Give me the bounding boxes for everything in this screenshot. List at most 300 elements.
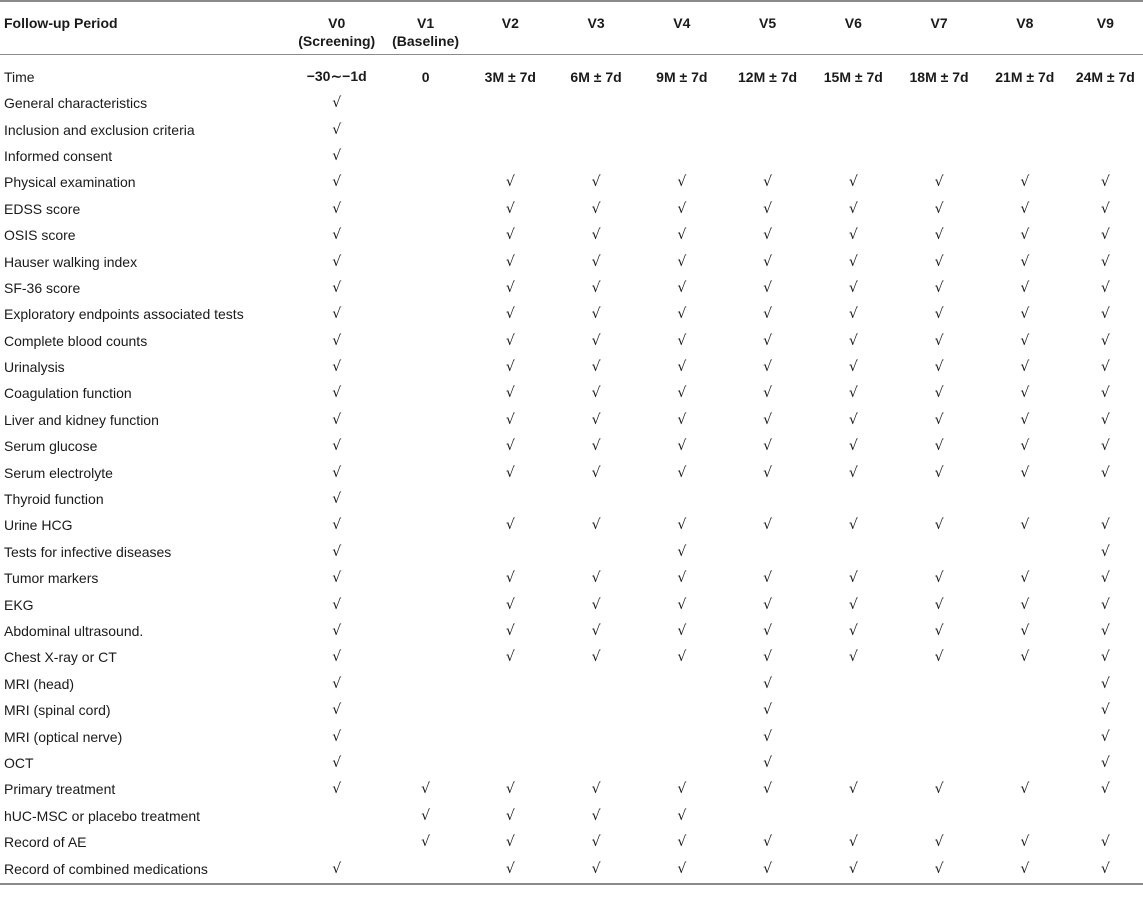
check-mark-icon: √ bbox=[1020, 570, 1030, 587]
check-mark-icon: √ bbox=[763, 649, 772, 666]
check-mark-icon: √ bbox=[332, 359, 342, 376]
empty-cell bbox=[639, 486, 725, 512]
check-mark-icon: √ bbox=[982, 855, 1068, 884]
check-mark-icon: √ bbox=[332, 200, 342, 217]
check-mark-icon: √ bbox=[848, 385, 858, 402]
check-mark-icon: √ bbox=[591, 438, 601, 455]
check-mark-icon: √ bbox=[1100, 438, 1110, 455]
empty-cell bbox=[810, 803, 896, 829]
row-label: Serum electrolyte bbox=[4, 464, 113, 481]
empty-cell bbox=[384, 196, 468, 222]
check-mark-icon: √ bbox=[677, 359, 687, 376]
header-col-v6 bbox=[810, 1, 896, 54]
check-mark-icon: √ bbox=[763, 279, 772, 296]
empty-cell bbox=[896, 486, 982, 512]
empty-cell bbox=[810, 723, 896, 749]
empty-cell bbox=[982, 116, 1068, 142]
empty-cell bbox=[384, 539, 468, 565]
check-mark-icon: √ bbox=[848, 834, 858, 851]
check-mark-icon: √ bbox=[763, 306, 772, 323]
check-mark-icon: √ bbox=[332, 781, 342, 798]
check-mark-icon: √ bbox=[505, 623, 515, 639]
check-mark-icon: √ bbox=[677, 781, 687, 798]
check-mark-icon: √ bbox=[848, 596, 858, 613]
check-mark-icon: √ bbox=[591, 306, 601, 323]
empty-cell bbox=[725, 90, 811, 116]
check-mark-icon: √ bbox=[763, 332, 772, 349]
check-mark-icon: √ bbox=[1020, 649, 1030, 666]
check-mark-icon: √ bbox=[763, 623, 772, 639]
empty-cell bbox=[725, 143, 811, 169]
check-mark-icon: √ bbox=[1020, 781, 1030, 798]
check-mark-icon: √ bbox=[505, 385, 515, 402]
check-mark-icon: √ bbox=[332, 491, 342, 508]
check-mark-icon: √ bbox=[332, 147, 342, 164]
table-body bbox=[0, 54, 1143, 884]
check-mark-icon: √ bbox=[505, 649, 515, 666]
time-cell: 3M ± 7d bbox=[484, 68, 536, 85]
check-mark-icon: √ bbox=[1020, 332, 1030, 349]
row-label: Exploratory endpoints associated tests bbox=[4, 306, 244, 323]
check-mark-icon: √ bbox=[1020, 596, 1030, 613]
empty-cell bbox=[553, 486, 639, 512]
table-row bbox=[0, 301, 1143, 327]
check-mark-icon: √ bbox=[505, 464, 515, 481]
check-mark-icon: √ bbox=[848, 227, 858, 244]
check-mark-icon: √ bbox=[848, 649, 858, 666]
row-label: hUC-MSC or placebo treatment bbox=[4, 807, 201, 824]
table-row bbox=[0, 380, 1143, 406]
empty-cell bbox=[982, 90, 1068, 116]
time-cell: 6M ± 7d bbox=[570, 68, 622, 85]
check-mark-icon: √ bbox=[591, 649, 601, 666]
header-col-name: V7 bbox=[930, 15, 948, 31]
check-mark-icon: √ bbox=[1020, 834, 1030, 851]
row-label: OSIS score bbox=[4, 227, 76, 244]
check-mark-icon: √ bbox=[848, 438, 858, 455]
check-mark-icon: √ bbox=[1020, 200, 1030, 217]
check-mark-icon: √ bbox=[332, 543, 342, 560]
empty-cell bbox=[1068, 116, 1143, 142]
table-row bbox=[0, 750, 1143, 776]
check-mark-icon: √ bbox=[332, 702, 342, 719]
check-mark-icon: √ bbox=[1020, 359, 1030, 376]
check-mark-icon: √ bbox=[677, 438, 687, 455]
check-mark-icon: √ bbox=[934, 596, 944, 613]
empty-cell bbox=[810, 697, 896, 723]
check-mark-icon: √ bbox=[934, 227, 944, 244]
empty-cell bbox=[384, 618, 468, 644]
check-mark-icon: √ bbox=[677, 543, 687, 560]
check-mark-icon: √ bbox=[421, 834, 431, 851]
check-mark-icon: √ bbox=[591, 464, 601, 481]
empty-cell bbox=[982, 750, 1068, 776]
check-mark-icon: √ bbox=[763, 174, 772, 191]
check-mark-icon: √ bbox=[1100, 834, 1110, 851]
check-mark-icon: √ bbox=[505, 332, 515, 349]
empty-cell bbox=[896, 803, 982, 829]
empty-cell bbox=[384, 301, 468, 327]
empty-cell bbox=[384, 222, 468, 248]
table-row bbox=[0, 855, 1143, 884]
check-mark-icon: √ bbox=[421, 807, 431, 824]
check-mark-icon: √ bbox=[934, 649, 944, 666]
empty-cell bbox=[639, 143, 725, 169]
check-mark-icon: √ bbox=[934, 570, 944, 587]
check-mark-icon: √ bbox=[591, 200, 601, 217]
check-mark-icon: √ bbox=[677, 464, 687, 481]
check-mark-icon: √ bbox=[332, 227, 342, 244]
check-mark-icon: √ bbox=[505, 596, 515, 613]
empty-cell bbox=[467, 671, 553, 697]
check-mark-icon: √ bbox=[1100, 200, 1110, 217]
empty-cell bbox=[810, 90, 896, 116]
header-col-v3 bbox=[553, 1, 639, 54]
check-mark-icon: √ bbox=[1100, 279, 1110, 296]
header-col-name: V9 bbox=[1096, 15, 1114, 31]
check-mark-icon: √ bbox=[1020, 306, 1030, 323]
time-cell: 18M ± 7d bbox=[909, 68, 969, 85]
check-mark-icon: √ bbox=[332, 570, 342, 587]
row-label: Informed consent bbox=[4, 147, 113, 164]
empty-cell bbox=[553, 750, 639, 776]
check-mark-icon: √ bbox=[848, 570, 858, 587]
empty-cell bbox=[725, 803, 811, 829]
check-mark-icon: √ bbox=[934, 385, 944, 402]
check-mark-icon: √ bbox=[505, 411, 515, 428]
check-mark-icon: √ bbox=[934, 174, 944, 191]
check-mark-icon: √ bbox=[763, 227, 772, 244]
time-row-label: Time bbox=[4, 68, 35, 85]
empty-cell bbox=[467, 750, 553, 776]
table-row bbox=[0, 829, 1143, 855]
check-mark-icon: √ bbox=[505, 200, 515, 217]
empty-cell bbox=[725, 116, 811, 142]
check-mark-icon: √ bbox=[290, 855, 384, 884]
table-row bbox=[0, 433, 1143, 459]
check-mark-icon: √ bbox=[332, 596, 342, 613]
check-mark-icon: √ bbox=[591, 332, 601, 349]
header-col-name: V0 bbox=[328, 15, 346, 31]
check-mark-icon: √ bbox=[763, 411, 772, 428]
empty-cell bbox=[553, 539, 639, 565]
empty-cell bbox=[896, 143, 982, 169]
empty-cell bbox=[639, 750, 725, 776]
row-label: General characteristics bbox=[4, 95, 148, 112]
check-mark-icon: √ bbox=[934, 411, 944, 428]
check-mark-icon: √ bbox=[505, 781, 515, 798]
empty-cell bbox=[896, 539, 982, 565]
check-mark-icon: √ bbox=[677, 227, 687, 244]
empty-cell bbox=[553, 116, 639, 142]
check-mark-icon: √ bbox=[505, 438, 515, 455]
empty-cell bbox=[467, 143, 553, 169]
header-col-name: V8 bbox=[1016, 15, 1034, 31]
check-mark-icon: √ bbox=[725, 855, 811, 884]
empty-cell bbox=[384, 169, 468, 195]
empty-cell bbox=[639, 697, 725, 723]
time-cell: 21M ± 7d bbox=[995, 68, 1055, 85]
check-mark-icon: √ bbox=[591, 517, 601, 534]
table-row bbox=[0, 723, 1143, 749]
row-label: MRI (optical nerve) bbox=[4, 728, 123, 745]
empty-cell bbox=[384, 407, 468, 433]
check-mark-icon: √ bbox=[763, 596, 772, 613]
check-mark-icon: √ bbox=[1100, 728, 1110, 745]
empty-cell bbox=[384, 512, 468, 538]
check-mark-icon: √ bbox=[591, 834, 601, 851]
header-col-v9 bbox=[1068, 1, 1143, 54]
check-mark-icon: √ bbox=[505, 174, 515, 191]
row-label: EKG bbox=[4, 596, 34, 613]
check-mark-icon: √ bbox=[934, 200, 944, 217]
time-cell: 12M ± 7d bbox=[738, 68, 798, 85]
table-row bbox=[0, 116, 1143, 142]
empty-cell bbox=[467, 116, 553, 142]
check-mark-icon: √ bbox=[677, 517, 687, 534]
empty-cell bbox=[810, 143, 896, 169]
table-row bbox=[0, 539, 1143, 565]
header-col-subtitle: (Screening) bbox=[298, 33, 376, 49]
empty-cell bbox=[639, 723, 725, 749]
header-col-subtitle: (Baseline) bbox=[392, 33, 460, 49]
check-mark-icon: √ bbox=[848, 306, 858, 323]
check-mark-icon: √ bbox=[332, 438, 342, 455]
empty-cell bbox=[982, 539, 1068, 565]
check-mark-icon: √ bbox=[934, 279, 944, 296]
empty-cell bbox=[896, 750, 982, 776]
empty-cell bbox=[810, 116, 896, 142]
empty-cell bbox=[639, 90, 725, 116]
table-row bbox=[0, 459, 1143, 485]
header-col-name: V2 bbox=[501, 15, 519, 31]
check-mark-icon: √ bbox=[848, 174, 858, 191]
table-row bbox=[0, 143, 1143, 169]
check-mark-icon: √ bbox=[934, 306, 944, 323]
empty-cell bbox=[896, 697, 982, 723]
check-mark-icon: √ bbox=[332, 253, 342, 270]
table-row bbox=[0, 776, 1143, 802]
row-label: Urinalysis bbox=[4, 359, 65, 376]
row-label: Thyroid function bbox=[4, 491, 104, 508]
check-mark-icon: √ bbox=[505, 306, 515, 323]
check-mark-icon: √ bbox=[763, 570, 772, 587]
empty-cell bbox=[467, 90, 553, 116]
empty-cell bbox=[1068, 90, 1143, 116]
row-label: Complete blood counts bbox=[4, 332, 148, 349]
check-mark-icon: √ bbox=[505, 227, 515, 244]
empty-cell bbox=[639, 671, 725, 697]
check-mark-icon: √ bbox=[639, 855, 725, 884]
check-mark-icon: √ bbox=[1100, 623, 1110, 639]
check-mark-icon: √ bbox=[677, 834, 687, 851]
row-label: Liver and kidney function bbox=[4, 411, 159, 428]
check-mark-icon: √ bbox=[763, 754, 772, 771]
empty-cell bbox=[384, 380, 468, 406]
row-label: EDSS score bbox=[4, 200, 81, 217]
check-mark-icon: √ bbox=[934, 781, 944, 798]
empty-cell bbox=[384, 459, 468, 485]
check-mark-icon: √ bbox=[332, 675, 342, 692]
table-row bbox=[0, 354, 1143, 380]
check-mark-icon: √ bbox=[332, 121, 342, 138]
row-label: Coagulation function bbox=[4, 385, 132, 402]
header-row bbox=[0, 1, 1143, 54]
check-mark-icon: √ bbox=[763, 359, 772, 376]
check-mark-icon: √ bbox=[1020, 174, 1030, 191]
check-mark-icon: √ bbox=[332, 174, 342, 191]
check-mark-icon: √ bbox=[1020, 227, 1030, 244]
check-mark-icon: √ bbox=[763, 517, 772, 534]
time-cell: 15M ± 7d bbox=[823, 68, 883, 85]
empty-cell bbox=[725, 539, 811, 565]
table-row bbox=[0, 407, 1143, 433]
check-mark-icon: √ bbox=[763, 253, 772, 270]
empty-cell bbox=[553, 671, 639, 697]
empty-cell bbox=[384, 354, 468, 380]
check-mark-icon: √ bbox=[1100, 411, 1110, 428]
check-mark-icon: √ bbox=[934, 253, 944, 270]
table-row bbox=[0, 644, 1143, 670]
check-mark-icon: √ bbox=[934, 332, 944, 349]
row-label: Urine HCG bbox=[4, 517, 73, 534]
row-label: Abdominal ultrasound. bbox=[4, 623, 144, 639]
empty-cell bbox=[384, 750, 468, 776]
empty-cell bbox=[384, 723, 468, 749]
check-mark-icon: √ bbox=[848, 464, 858, 481]
check-mark-icon: √ bbox=[1100, 596, 1110, 613]
check-mark-icon: √ bbox=[677, 570, 687, 587]
table-row bbox=[0, 328, 1143, 354]
empty-cell bbox=[982, 671, 1068, 697]
empty-cell bbox=[810, 486, 896, 512]
header-col-name: V4 bbox=[673, 15, 691, 31]
check-mark-icon: √ bbox=[332, 464, 342, 481]
empty-cell bbox=[384, 486, 468, 512]
empty-cell bbox=[982, 723, 1068, 749]
check-mark-icon: √ bbox=[591, 807, 601, 824]
check-mark-icon: √ bbox=[332, 306, 342, 323]
check-mark-icon: √ bbox=[591, 623, 601, 639]
check-mark-icon: √ bbox=[505, 570, 515, 587]
check-mark-icon: √ bbox=[332, 623, 342, 639]
check-mark-icon: √ bbox=[1068, 855, 1143, 884]
check-mark-icon: √ bbox=[1100, 464, 1110, 481]
table-row bbox=[0, 169, 1143, 195]
check-mark-icon: √ bbox=[1100, 359, 1110, 376]
check-mark-icon: √ bbox=[421, 781, 431, 798]
check-mark-icon: √ bbox=[1100, 517, 1110, 534]
check-mark-icon: √ bbox=[1100, 174, 1110, 191]
empty-cell bbox=[384, 671, 468, 697]
header-col-v7 bbox=[896, 1, 982, 54]
table-row bbox=[0, 565, 1143, 591]
table-row bbox=[0, 671, 1143, 697]
check-mark-icon: √ bbox=[763, 728, 772, 745]
row-label: Tumor markers bbox=[4, 570, 99, 587]
table-row bbox=[0, 697, 1143, 723]
empty-cell bbox=[384, 644, 468, 670]
table-row bbox=[0, 803, 1143, 829]
empty-cell bbox=[290, 829, 384, 855]
check-mark-icon: √ bbox=[1100, 332, 1110, 349]
empty-cell bbox=[1068, 143, 1143, 169]
empty-cell bbox=[553, 90, 639, 116]
check-mark-icon: √ bbox=[1100, 702, 1110, 719]
table-row bbox=[0, 486, 1143, 512]
empty-cell bbox=[384, 248, 468, 274]
check-mark-icon: √ bbox=[677, 411, 687, 428]
table-row bbox=[0, 248, 1143, 274]
check-mark-icon: √ bbox=[763, 702, 772, 719]
table-header bbox=[0, 1, 1143, 54]
check-mark-icon: √ bbox=[591, 781, 601, 798]
row-label: Tests for infective diseases bbox=[4, 543, 172, 560]
table-row bbox=[0, 196, 1143, 222]
check-mark-icon: √ bbox=[677, 200, 687, 217]
empty-cell bbox=[553, 143, 639, 169]
header-col-v5 bbox=[725, 1, 811, 54]
check-mark-icon: √ bbox=[677, 385, 687, 402]
check-mark-icon: √ bbox=[591, 596, 601, 613]
empty-cell bbox=[982, 803, 1068, 829]
check-mark-icon: √ bbox=[677, 253, 687, 270]
empty-cell bbox=[1068, 486, 1143, 512]
check-mark-icon: √ bbox=[591, 570, 601, 587]
empty-cell bbox=[384, 433, 468, 459]
row-label: Record of AE bbox=[4, 834, 87, 851]
table-row bbox=[0, 591, 1143, 617]
check-mark-icon: √ bbox=[1020, 253, 1030, 270]
time-row bbox=[0, 54, 1143, 90]
check-mark-icon: √ bbox=[677, 174, 687, 191]
header-col-name: V3 bbox=[587, 15, 605, 31]
empty-cell bbox=[467, 697, 553, 723]
empty-cell bbox=[896, 116, 982, 142]
check-mark-icon: √ bbox=[591, 279, 601, 296]
check-mark-icon: √ bbox=[896, 855, 982, 884]
check-mark-icon: √ bbox=[848, 781, 858, 798]
check-mark-icon: √ bbox=[1020, 464, 1030, 481]
empty-cell bbox=[384, 697, 468, 723]
header-col-v0 bbox=[290, 1, 384, 54]
check-mark-icon: √ bbox=[505, 807, 515, 824]
check-mark-icon: √ bbox=[677, 623, 687, 639]
table-row bbox=[0, 90, 1143, 116]
empty-cell bbox=[982, 697, 1068, 723]
header-col-v2 bbox=[467, 1, 553, 54]
check-mark-icon: √ bbox=[1100, 781, 1110, 798]
header-col-name: V6 bbox=[844, 15, 862, 31]
row-label: Chest X-ray or CT bbox=[4, 649, 117, 666]
row-label: Hauser walking index bbox=[4, 253, 138, 270]
check-mark-icon: √ bbox=[1020, 279, 1030, 296]
check-mark-icon: √ bbox=[332, 279, 342, 296]
check-mark-icon: √ bbox=[677, 279, 687, 296]
row-label: Record of combined medications bbox=[0, 855, 290, 884]
check-mark-icon: √ bbox=[848, 332, 858, 349]
empty-cell bbox=[982, 143, 1068, 169]
empty-cell bbox=[384, 591, 468, 617]
empty-cell bbox=[384, 90, 468, 116]
check-mark-icon: √ bbox=[763, 438, 772, 455]
check-mark-icon: √ bbox=[677, 807, 687, 824]
empty-cell bbox=[384, 855, 468, 884]
check-mark-icon: √ bbox=[553, 855, 639, 884]
check-mark-icon: √ bbox=[332, 332, 342, 349]
check-mark-icon: √ bbox=[934, 464, 944, 481]
check-mark-icon: √ bbox=[1100, 306, 1110, 323]
